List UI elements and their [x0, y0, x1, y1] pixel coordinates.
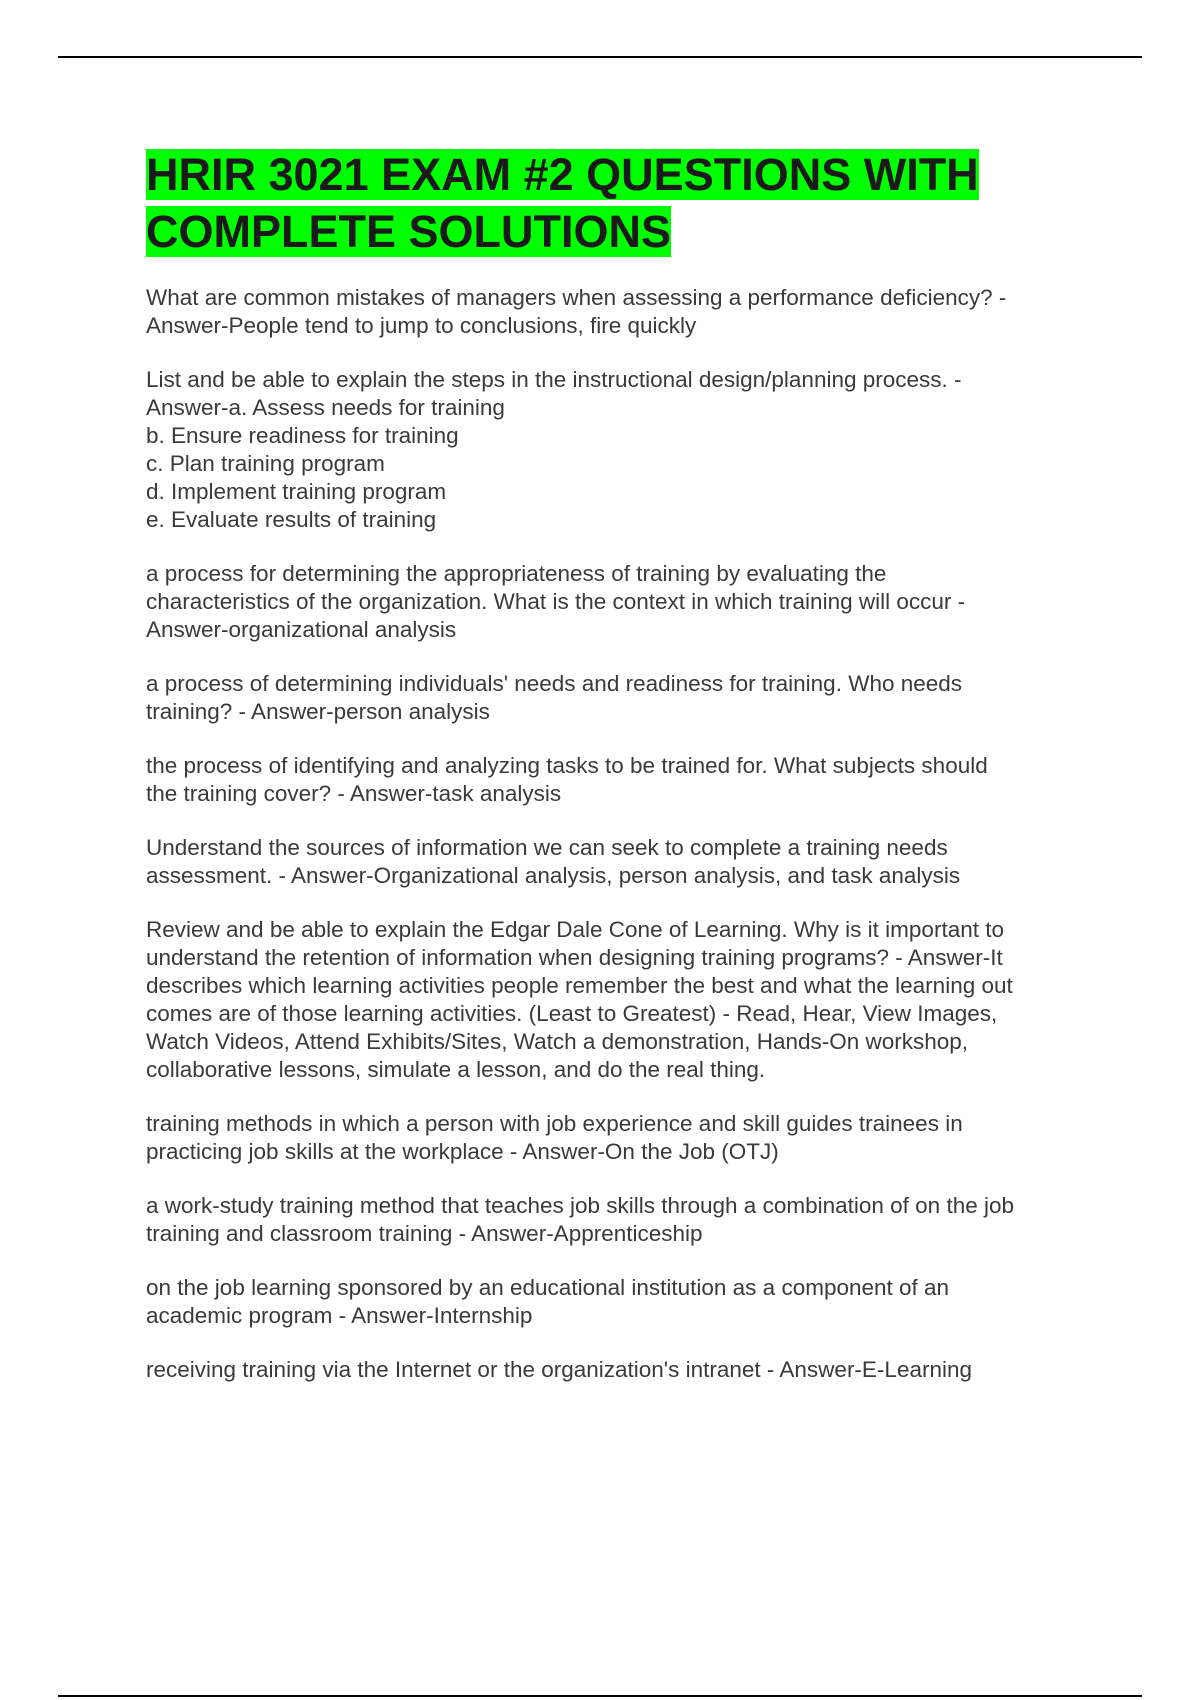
qa-entry [146, 834, 1086, 890]
qa-line: academic program - Answer-Internship [146, 1303, 533, 1328]
qa-entry [146, 916, 1086, 1084]
qa-line: practicing job skills at the workplace - Answer-On the Job (OTJ) [146, 1139, 779, 1164]
qa-line: d. Implement training program [146, 479, 447, 504]
qa-entry [146, 284, 1086, 340]
qa-line: a process of determining individuals' needs and readiness for training. Who needs [146, 671, 963, 696]
qa-entry [146, 752, 1086, 808]
qa-line: Answer-People tend to jump to conclusions, fire quickly [146, 313, 697, 338]
qa-line: Review and be able to explain the Edgar Dale Cone of Learning. Why is it important to [146, 917, 1004, 942]
title-block [146, 146, 1106, 260]
qa-line: the process of identifying and analyzing tasks to be trained for. What subjects should [146, 753, 988, 778]
qa-entry [146, 366, 1086, 534]
qa-line: e. Evaluate results of training [146, 507, 437, 532]
qa-line: b. Ensure readiness for training [146, 423, 459, 448]
qa-line: Answer-a. Assess needs for training [146, 395, 505, 420]
qa-line: describes which learning activities people remember the best and what the learning out [146, 973, 1013, 998]
qa-line: the training cover? - Answer-task analysis [146, 781, 562, 806]
qa-line: receiving training via the Internet or the organization's intranet - Answer-E-Learning [146, 1357, 972, 1382]
qa-list [146, 284, 1086, 1410]
qa-entry [146, 670, 1086, 726]
qa-line: What are common mistakes of managers when assessing a performance deficiency? - [146, 285, 1007, 310]
qa-line: a process for determining the appropriateness of training by evaluating the [146, 561, 887, 586]
qa-line: List and be able to explain the steps in the instructional design/planning process. - [146, 367, 962, 392]
footer-rule [58, 1695, 1142, 1697]
document-title [146, 146, 1106, 260]
qa-line: understand the retention of information when designing training programs? - Answer-It [146, 945, 1003, 970]
qa-line: c. Plan training program [146, 451, 385, 476]
qa-line: training and classroom training - Answer-Apprenticeship [146, 1221, 703, 1246]
qa-line: Understand the sources of information we can seek to complete a training needs [146, 835, 948, 860]
document-title-text: HRIR 3021 EXAM #2 QUESTIONS WITH COMPLETE SOLUTIONS [146, 149, 979, 257]
qa-line: training methods in which a person with job experience and skill guides trainees in [146, 1111, 963, 1136]
qa-line: training? - Answer-person analysis [146, 699, 490, 724]
qa-entry [146, 1274, 1086, 1330]
qa-line: Answer-organizational analysis [146, 617, 457, 642]
qa-entry [146, 1356, 1086, 1384]
qa-line: on the job learning sponsored by an educational institution as a component of an [146, 1275, 950, 1300]
qa-line: a work-study training method that teaches job skills through a combination of on the job [146, 1193, 1014, 1218]
qa-line: comes are of those learning activities. (Least to Greatest) - Read, Hear, View Images, [146, 1001, 998, 1026]
qa-line: characteristics of the organization. What is the context in which training will occur - [146, 589, 966, 614]
qa-line: collaborative lessons, simulate a lesson, and do the real thing. [146, 1057, 766, 1082]
qa-line: Watch Videos, Attend Exhibits/Sites, Watch a demonstration, Hands-On workshop, [146, 1029, 969, 1054]
qa-entry [146, 560, 1086, 644]
header-rule [58, 56, 1142, 58]
qa-line: assessment. - Answer-Organizational analysis, person analysis, and task analysis [146, 863, 961, 888]
qa-entry [146, 1110, 1086, 1166]
qa-entry [146, 1192, 1086, 1248]
